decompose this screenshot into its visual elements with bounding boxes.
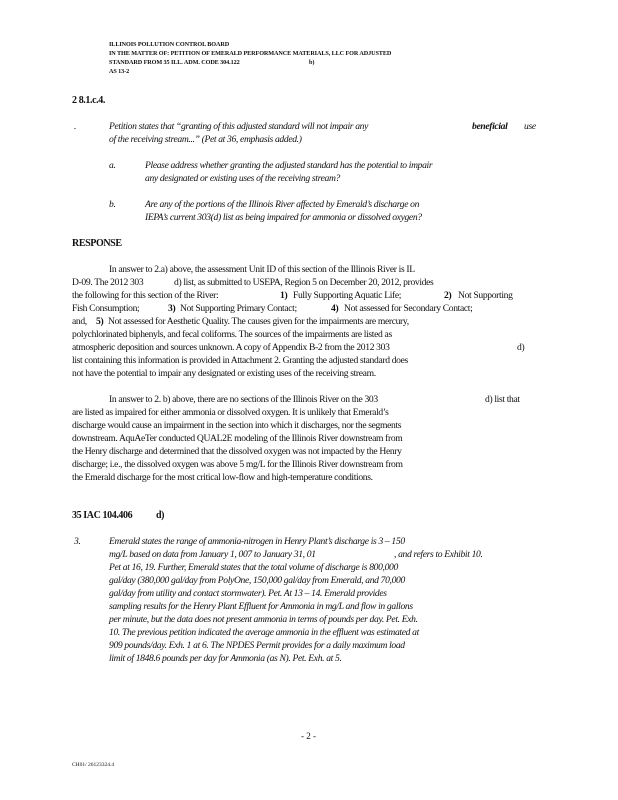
petition-quote-word-use: use — [524, 121, 536, 132]
response-p1-num-4: 4) — [331, 303, 339, 314]
response-p1-line-3c: Not Supporting — [458, 290, 513, 301]
item-3-line-5: gal/day from utility and contact stormwater). Pet. At 13 – 14. Emerald provides — [109, 588, 387, 599]
list-bullet: . — [74, 121, 77, 132]
section-heading-35iac-tail: d) — [156, 510, 165, 521]
item-3-line-6: sampling results for the Henry Plant Effluent for Ammonia in mg/L and flow in gallons — [109, 601, 413, 612]
question-b-label: b. — [109, 199, 116, 210]
question-b-line-1: Are any of the portions of the Illinois River affected by Emerald’s discharge on — [145, 199, 420, 210]
page-number: - 2 - — [301, 731, 316, 741]
header-line-2: IN THE MATTER OF: PETITION OF EMERALD PERFORMANCE MATERIALS, LLC FOR ADJUSTED — [109, 50, 392, 57]
header-line-4: AS 13-2 — [109, 68, 130, 75]
response-p1-line-7a: atmospheric deposition and sources unknown. A copy of Appendix B-2 from the 2012 303 — [72, 342, 390, 353]
item-3-line-9: 909 pounds/day. Exh. 1 at 6. The NPDES Permit provides for a daily maximum load — [109, 640, 405, 651]
response-p1-line-1: In answer to 2.a) above, the assessment Unit ID of this section of the Illinois River is IL — [109, 264, 415, 275]
header-line-3: STANDARD FROM 35 ILL. ADM. CODE 304.122 — [109, 59, 240, 66]
response-p1-num-5: 5) — [96, 316, 104, 327]
response-p1-line-4b: Not Supporting Primary Contact; — [180, 303, 297, 314]
item-3-line-2a: mg/L based on data from January 1, 007 to January 31, 01 — [109, 549, 316, 560]
item-3-line-3: Pet at 16, 19. Further, Emerald states that the total volume of discharge is 800,000 — [109, 562, 398, 573]
response-p2-line-7: the Emerald discharge for the most critical low-flow and high-temperature conditions. — [72, 472, 373, 483]
response-p2-line-1b: d) list that — [485, 394, 520, 405]
response-p1-line-4a: Fish Consumption; — [72, 303, 140, 314]
item-3-line-7: per minute, but the data does not present ammonia in terms of pounds per day. Pet. Exh. — [109, 614, 418, 625]
response-p1-line-9: not have the potential to impair any designated or existing uses of the receiving stream. — [72, 368, 376, 379]
response-heading: RESPONSE — [72, 238, 122, 249]
question-a-line-1: Please address whether granting the adjusted standard has the potential to impair — [145, 160, 433, 171]
response-p1-line-2b: d) list, as submitted to USEPA, Region 5 on December 20, 2012, provides — [174, 277, 434, 288]
response-p1-line-6: polychlorinated biphenyls, and fecal coliforms. The sources of the impairments are listed as — [72, 329, 392, 340]
item-3-number: 3. — [74, 536, 81, 547]
petition-quote-line-2: of the receiving stream...” (Pet at 36, emphasis added.) — [109, 134, 302, 145]
petition-quote-emphasis: beneficial — [472, 121, 508, 132]
document-id: CH01/ 26123324.4 — [72, 762, 115, 768]
response-p1-line-3a: the following for this section of the River: — [72, 290, 219, 301]
response-p1-line-2a: D-09. The 2012 303 — [72, 277, 144, 288]
response-p1-line-7b: d) — [517, 342, 525, 353]
question-a-label: a. — [109, 160, 116, 171]
item-3-line-8: 10. The previous petition indicated the average ammonia in the effluent was estimated at — [109, 627, 419, 638]
response-p1-line-4c: Not assessed for Secondary Contact; — [344, 303, 473, 314]
response-p1-line-8: list containing this information is provided in Attachment 2. Granting the adjusted standard does — [72, 355, 408, 366]
item-3-line-4: gal/day (380,000 gal/day from PolyOne, 150,000 gal/day from Emerald, and 70,000 — [109, 575, 405, 586]
section-heading-2814: 2 8.1.c.4. — [72, 95, 105, 106]
response-p1-line-5b: Not assessed for Aesthetic Quality. The causes given for the impairments are mercury, — [108, 316, 409, 327]
item-3-line-2b: , and refers to Exhibit 10. — [394, 549, 483, 560]
response-p1-line-3b: Fully Supporting Aquatic Life; — [293, 290, 402, 301]
response-p1-num-3: 3) — [168, 303, 176, 314]
response-p1-num-1: 1) — [280, 290, 288, 301]
petition-quote-line-1: Petition states that “granting of this adjusted standard will not impair any — [109, 121, 369, 132]
item-3-line-10: limit of 1848.6 pounds per day for Ammonia (as N). Pet. Exh. at 5. — [109, 653, 342, 664]
response-p2-line-2: are listed as impaired for either ammonia or dissolved oxygen. It is unlikely that Emerald’s — [72, 407, 389, 418]
section-heading-35iac: 35 IAC 104.406 — [72, 510, 133, 521]
header-line-3-tail: b) — [309, 59, 315, 66]
header-line-1: ILLINOIS POLLUTION CONTROL BOARD — [109, 41, 230, 48]
response-p1-num-2: 2) — [444, 290, 452, 301]
response-p2-line-4: downstream. AquAeTer conducted QUAL2E modeling of the Illinois River downstream from — [72, 433, 403, 444]
question-b-line-2: IEPA’s current 303(d) list as being impaired for ammonia or dissolved oxygen? — [145, 212, 422, 223]
response-p2-line-5: the Henry discharge and determined that the dissolved oxygen was not impacted by the Henry — [72, 446, 402, 457]
response-p2-line-1a: In answer to 2. b) above, there are no sections of the Illinois River on the 303 — [109, 394, 378, 405]
response-p1-line-5a: and, — [72, 316, 87, 327]
response-p2-line-3: discharge would cause an impairment in the section into which it discharges, nor the segments — [72, 420, 402, 431]
item-3-line-1: Emerald states the range of ammonia-nitrogen in Henry Plant’s discharge is 3 – 150 — [109, 536, 405, 547]
question-a-line-2: any designated or existing uses of the receiving stream? — [145, 173, 340, 184]
response-p2-line-6: discharge; i.e., the dissolved oxygen was above 5 mg/L for the Illinois River downstream from — [72, 459, 403, 470]
